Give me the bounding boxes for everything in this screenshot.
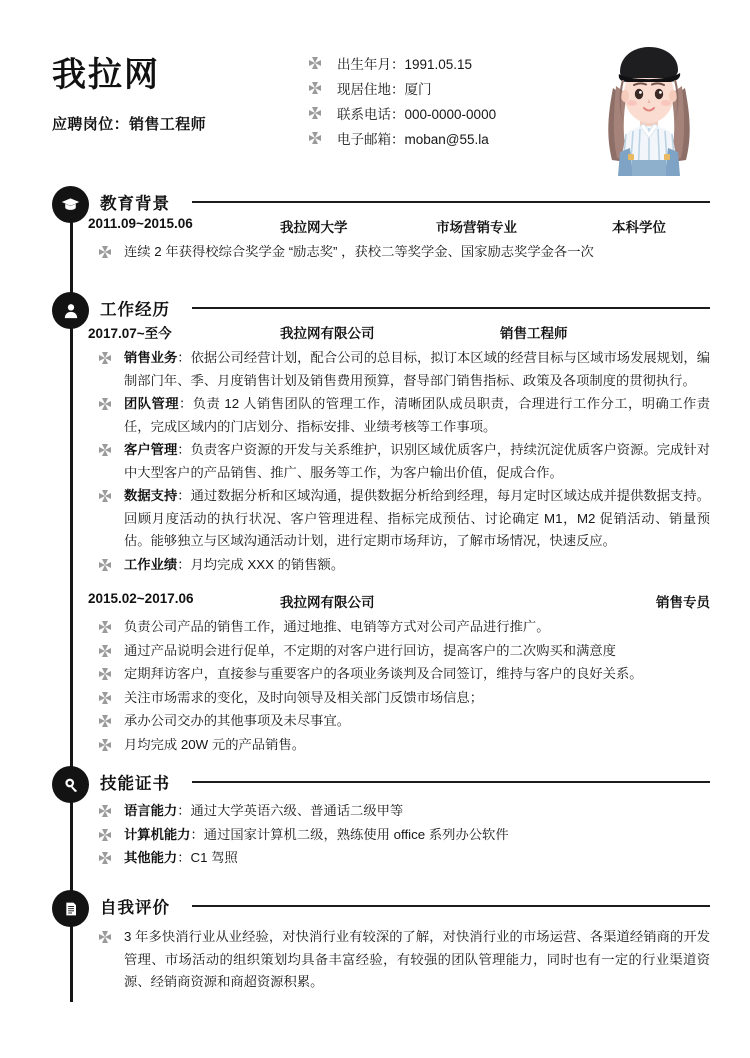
bullet-label: 客户管理 (124, 442, 178, 457)
list-item (88, 663, 710, 686)
contact-text: 联系电话：000-0000-0000 (337, 106, 497, 122)
section-title-work: 工作经历 (100, 301, 170, 319)
list-item (88, 393, 710, 438)
diamond-bullet-icon (98, 852, 111, 865)
list-item (88, 800, 710, 823)
bullet-text: ：负责 12 人销售团队的管理工作，清晰团队成员职责，合理进行工作分工，明确工作责任，完成区域内的门店划分、指标安排、业绩考核等工作事项。 (124, 396, 710, 434)
diamond-bullet-icon (308, 131, 321, 144)
diamond-bullet-icon (308, 106, 321, 119)
diamond-bullet-icon (98, 738, 111, 751)
list-item (88, 734, 710, 757)
diamond-bullet-icon (98, 621, 111, 634)
bullet-label: 语言能力 (124, 803, 178, 818)
page-title: 我拉网 (52, 56, 160, 94)
bullet-label: 团队管理 (124, 396, 179, 411)
graduation-cap-icon (52, 186, 89, 223)
contact-item-location (308, 75, 496, 100)
section-title-education: 教育背景 (100, 195, 170, 213)
contact-item-email (308, 125, 496, 150)
bullet-text: ：通过国家计算机二级，熟练使用 office 系列办公软件 (190, 826, 509, 842)
bullet-label: 工作业绩 (124, 556, 178, 572)
bullet-text: ：月均完成 XXX 的销售额。 (177, 556, 345, 572)
bullet-text: ：依据公司经营计划，配合公司的总目标，拟订本区域的经营目标与区域市场发展规划，编制部门年、季、月度销售计划及销售费用预算，督导部门销售指标、政策及各项制度的贯彻执行。 (124, 350, 711, 388)
contact-text: 出生年月：1991.05.15 (337, 56, 473, 72)
diamond-bullet-icon (98, 558, 111, 571)
list-item (88, 485, 710, 553)
contact-item-phone (308, 100, 496, 125)
diamond-bullet-icon (98, 668, 111, 681)
section-rule (192, 307, 710, 309)
bullet-text: ：通过大学英语六级、普通话二级甲等 (177, 803, 404, 818)
job2-entry-row (88, 591, 710, 613)
list-item (88, 616, 710, 639)
contact-list (308, 50, 496, 150)
education-major: 市场营销专业 (436, 220, 517, 235)
header-identity (52, 56, 302, 134)
diamond-bullet-icon (308, 81, 321, 94)
job2-company: 我拉网有限公司 (280, 595, 375, 610)
bullet-text: ：负责客户资源的开发与关系维护，识别区域优质客户，持续沉淀优质客户资源。完成针对中大型客户的产品销售、推广、服务等工作，为客户输出价值，促成合作。 (124, 442, 711, 480)
bullet-text: 连续 2 年获得校综合奖学金 “励志奖” ，获校二等奖学金、国家励志奖学金各一次 (124, 244, 594, 259)
diamond-bullet-icon (98, 644, 111, 657)
job1-role: 销售工程师 (500, 326, 568, 341)
diamond-bullet-icon (98, 352, 111, 365)
bullet-text: 通过产品说明会进行促单，不定期的对客户进行回访，提高客户的二次购买和满意度 (124, 642, 616, 658)
diamond-bullet-icon (98, 828, 111, 841)
list-item (88, 824, 710, 847)
bullet-label: 计算机能力 (124, 826, 191, 842)
person-icon (52, 292, 89, 329)
job2-role: 销售专员 (656, 595, 710, 610)
contact-item-birthdate (308, 50, 496, 75)
avatar (586, 36, 712, 176)
list-item (88, 640, 710, 663)
list-item (88, 687, 710, 710)
education-degree: 本科学位 (612, 220, 666, 235)
section-rule (192, 781, 710, 783)
diamond-bullet-icon (98, 246, 111, 259)
diamond-bullet-icon (98, 805, 111, 818)
contact-text: 电子邮箱：moban@55.la (337, 131, 489, 147)
diamond-bullet-icon (98, 691, 111, 704)
contact-text: 现居住地：厦门 (337, 81, 432, 97)
list-item (88, 439, 710, 484)
bullet-text: 月均完成 20W 元的产品销售。 (124, 736, 305, 752)
list-item (88, 710, 710, 733)
section-title-skills: 技能证书 (100, 775, 170, 793)
job2-date: 2015.02~2017.06 (88, 591, 194, 606)
list-item (88, 554, 710, 577)
medal-icon (52, 766, 89, 803)
education-entry-row (88, 216, 710, 238)
list-item (88, 347, 710, 392)
education-date: 2011.09~2015.06 (88, 216, 193, 231)
entry-spacer (88, 577, 710, 591)
bullet-label: 销售业务 (124, 350, 178, 365)
bullet-label: 数据支持 (124, 488, 178, 503)
job1-entry-row (88, 322, 710, 344)
diamond-bullet-icon (98, 715, 111, 728)
applied-position: 应聘岗位：销售工程师 (52, 116, 207, 134)
bullet-label: 其他能力 (124, 850, 178, 865)
section-rule (192, 905, 710, 907)
education-school: 我拉网大学 (280, 220, 348, 235)
bullet-text: 负责公司产品的销售工作，通过地推、电销等方式对公司产品进行推广。 (124, 619, 550, 634)
job1-date: 2017.07~至今 (88, 326, 172, 341)
list-item (88, 926, 710, 994)
list-item (88, 241, 710, 264)
list-item (88, 847, 710, 870)
section-rule (192, 201, 710, 203)
diamond-bullet-icon (98, 444, 111, 457)
bullet-text: ：通过数据分析和区域沟通，提供数据分析给到经理，每月定时区域达成并提供数据支持。回顾月度活动的执行状况、客户管理进程、指标完成预估、讨论确定 M1，M2 促销活动、销量预估。能够独立与区域沟通活动计划，进行定期市场拜访，了解市场情况，快速反应。 (124, 488, 711, 548)
bullet-text: 承办公司交办的其他事项及未尽事宜。 (124, 713, 351, 728)
bullet-text: ：C1 驾照 (177, 850, 238, 865)
section-title-summary: 自我评价 (100, 899, 170, 917)
diamond-bullet-icon (98, 490, 111, 503)
bullet-text: 定期拜访客户，直接参与重要客户的各项业务谈判及合同签订，维持与客户的良好关系。 (124, 666, 643, 681)
job1-company: 我拉网有限公司 (280, 326, 375, 341)
bullet-text: 关注市场需求的变化，及时向领导及相关部门反馈市场信息； (124, 689, 484, 705)
resume-header (0, 0, 750, 175)
document-icon (52, 890, 89, 927)
diamond-bullet-icon (308, 56, 321, 69)
diamond-bullet-icon (98, 931, 111, 944)
diamond-bullet-icon (98, 398, 111, 411)
bullet-text: 3 年多快消行业从业经验，对快消行业有较深的了解，对快消行业的市场运营、各渠道经销商的开发管理、市场活动的组织策划均具备丰富经验，有较强的团队管理能力，同时也有一定的行业渠道资源、经销商资源和商超资源积累。 (124, 929, 710, 989)
